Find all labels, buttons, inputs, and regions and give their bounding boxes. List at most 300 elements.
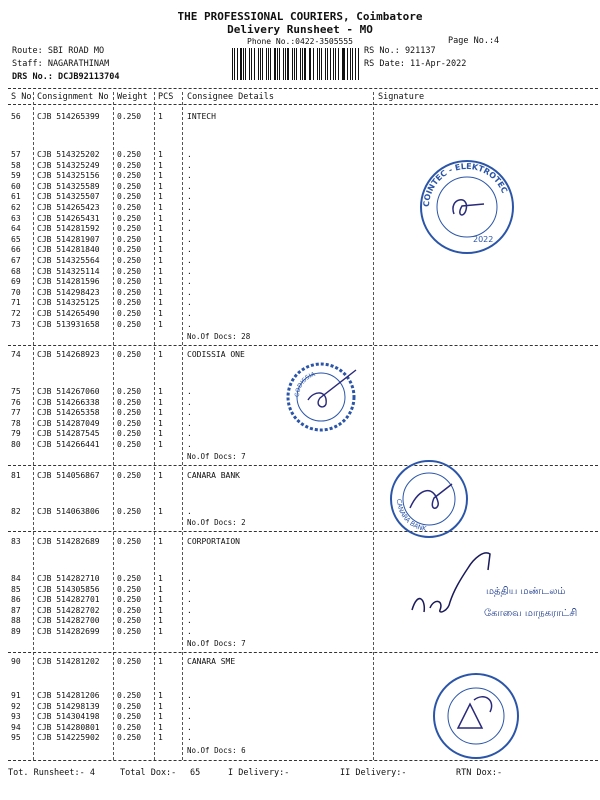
cell-name: . — [187, 319, 192, 329]
cell-cno: CJB 514298139 — [37, 701, 100, 711]
cell-wt: 0.250 — [117, 722, 142, 732]
barcode-bar — [313, 48, 314, 80]
cell-name: . — [187, 150, 192, 159]
barcode-bar — [321, 48, 322, 80]
cell-sno: 85 — [11, 584, 21, 594]
cell-sno: 71 — [11, 298, 21, 308]
cell-cno: CJB 514281840 — [37, 245, 100, 255]
route-label: Route: SBI ROAD MO — [12, 46, 105, 56]
cell-pcs: 1 — [158, 256, 163, 265]
cell-pcs: 1 — [158, 722, 163, 732]
cell-wt: 0.250 — [117, 171, 142, 181]
cell-cno: CJB 514282701 — [37, 595, 100, 605]
cell-sno: 81 — [11, 471, 21, 480]
cell-name: . — [187, 418, 192, 428]
page-number: Page No.:4 — [448, 36, 500, 46]
cell-sno: 61 — [11, 192, 21, 202]
barcode-bar — [240, 48, 242, 80]
total-dox-value: 65 — [190, 768, 201, 778]
cell-sno: 87 — [11, 605, 21, 615]
cell-name: . — [187, 691, 192, 700]
barcode-bar — [251, 48, 252, 80]
cointec-stamp — [418, 158, 516, 256]
cell-name: . — [187, 309, 192, 318]
cell-wt: 0.250 — [117, 429, 142, 439]
cell-sno: 90 — [11, 657, 21, 666]
cell-sno: 83 — [11, 537, 21, 546]
cell-sno: 89 — [11, 627, 21, 636]
cell-pcs: 1 — [158, 574, 163, 583]
barcode-bar — [330, 48, 331, 80]
cell-pcs: 1 — [158, 309, 163, 318]
barcode-bar — [245, 48, 246, 80]
cell-name: . — [187, 245, 192, 255]
cell-wt: 0.250 — [117, 616, 142, 626]
cell-cno: CJB 514281206 — [37, 691, 100, 700]
cell-sno: 59 — [11, 171, 21, 181]
cell-name: . — [187, 387, 192, 396]
cell-cno: CJB 514265358 — [37, 408, 100, 418]
cell-cno: CJB 514056867 — [37, 471, 100, 480]
cell-wt: 0.250 — [117, 733, 142, 743]
cell-wt: 0.250 — [117, 213, 142, 223]
cell-sno: 92 — [11, 701, 21, 711]
cell-name: . — [187, 408, 192, 418]
cell-pcs: 1 — [158, 192, 163, 202]
cell-wt: 0.250 — [117, 584, 142, 594]
barcode-bar — [277, 48, 278, 80]
cell-cno: CJB 514282700 — [37, 616, 100, 626]
cell-pcs: 1 — [158, 277, 163, 287]
table-row — [0, 440, 600, 451]
cell-sno: 84 — [11, 574, 21, 583]
cell-name: . — [187, 507, 192, 516]
cell-cno: CJB 514063806 — [37, 507, 100, 516]
cell-name: . — [187, 701, 192, 711]
i-delivery: I Delivery:- — [228, 768, 290, 778]
cell-cno: CJB 514304198 — [37, 712, 100, 722]
consignee-group-row — [0, 471, 600, 482]
barcode-bar — [350, 48, 351, 80]
cell-name: . — [187, 203, 192, 212]
col-consignment: Consignment No — [37, 92, 109, 102]
barcode-bar — [292, 48, 293, 80]
cell-pcs: 1 — [158, 350, 163, 359]
cell-name: . — [187, 733, 192, 743]
cell-pcs: 1 — [158, 507, 163, 516]
cell-cno: CJB 514225902 — [37, 733, 100, 743]
cell-cno: CJB 514287049 — [37, 418, 100, 428]
cell-cno: CJB 514282710 — [37, 574, 100, 583]
cell-sno: 64 — [11, 224, 21, 234]
cell-wt: 0.250 — [117, 574, 142, 583]
table-row — [0, 267, 600, 278]
barcode-bar — [304, 48, 306, 80]
cell-name: . — [187, 712, 192, 722]
table-row — [0, 309, 600, 320]
cell-cno: CJB 514282699 — [37, 627, 100, 636]
cell-name: . — [187, 160, 192, 170]
cell-sno: 63 — [11, 213, 21, 223]
cell-pcs: 1 — [158, 712, 163, 722]
cell-pcs: 1 — [158, 418, 163, 428]
group-divider — [8, 465, 598, 466]
footer-divider — [8, 760, 598, 761]
barcode-bar — [254, 48, 256, 80]
table-row — [0, 507, 600, 518]
cell-cno: CJB 514287545 — [37, 429, 100, 439]
cell-sno: 65 — [11, 234, 21, 244]
cell-name: . — [187, 605, 192, 615]
cell-name: . — [187, 616, 192, 626]
barcode — [232, 48, 360, 80]
cell-wt: 0.250 — [117, 181, 142, 191]
rs-number: RS No.: 921137 — [364, 46, 436, 56]
cell-pcs: 1 — [158, 701, 163, 711]
cell-pcs: 1 — [158, 584, 163, 594]
barcode-bar — [327, 48, 328, 80]
group-divider — [8, 652, 598, 653]
cell-cno: CJB 514265423 — [37, 203, 100, 212]
rs-date: RS Date: 11-Apr-2022 — [364, 59, 467, 69]
no-of-docs: No.Of Docs: 7 — [187, 639, 246, 648]
cell-pcs: 1 — [158, 319, 163, 329]
barcode-bar — [260, 48, 261, 80]
cointec-stamp-text: COINTEC - ELEKTROTEC — [421, 161, 510, 208]
cell-sno: 72 — [11, 309, 21, 318]
table-row — [0, 320, 600, 331]
group-divider — [8, 531, 598, 532]
barcode-bar — [234, 48, 235, 80]
cell-sno: 76 — [11, 397, 21, 407]
cell-name: . — [187, 574, 192, 583]
cell-name: . — [187, 584, 192, 594]
cell-pcs: 1 — [158, 213, 163, 223]
barcode-bar — [343, 48, 345, 80]
cell-wt: 0.250 — [117, 192, 142, 202]
cell-wt: 0.250 — [117, 266, 142, 276]
cell-sno: 60 — [11, 181, 21, 191]
cell-wt: 0.250 — [117, 245, 142, 255]
cointec-stamp-year: 2022 — [473, 235, 494, 244]
col-weight: Weight — [117, 92, 148, 102]
svg-text:CODISSIA — [294, 371, 317, 398]
cell-wt: 0.250 — [117, 701, 142, 711]
cell-wt: 0.250 — [117, 691, 142, 700]
cell-wt: 0.250 — [117, 287, 142, 297]
barcode-bar — [279, 48, 280, 80]
cell-sno: 66 — [11, 245, 21, 255]
cell-cno: CJB 514281596 — [37, 277, 100, 287]
cell-wt: 0.250 — [117, 408, 142, 418]
cell-name: . — [187, 234, 192, 244]
cell-sno: 56 — [11, 112, 21, 121]
barcode-bar — [258, 48, 259, 80]
cell-sno: 58 — [11, 160, 21, 170]
cell-name: . — [187, 722, 192, 732]
rtn-dox: RTN Dox:- — [456, 768, 503, 778]
cell-cno: CJB 514280801 — [37, 722, 100, 732]
cell-wt: 0.250 — [117, 309, 142, 318]
cell-cno: CJB 514281592 — [37, 224, 100, 234]
cell-cno: CJB 514265431 — [37, 213, 100, 223]
cell-wt: 0.250 — [117, 418, 142, 428]
cell-wt: 0.250 — [117, 319, 142, 329]
cell-pcs: 1 — [158, 203, 163, 212]
cell-cno: CJB 514281907 — [37, 234, 100, 244]
cell-wt: 0.250 — [117, 298, 142, 308]
total-dox-label: Total Dox:- — [120, 768, 177, 778]
cell-pcs: 1 — [158, 234, 163, 244]
barcode-bar — [352, 48, 353, 80]
cell-name: . — [187, 277, 192, 287]
cell-pcs: 1 — [158, 160, 163, 170]
cell-cno: CJB 514298423 — [37, 287, 100, 297]
cell-pcs: 1 — [158, 616, 163, 626]
cell-cno: CJB 514266338 — [37, 397, 100, 407]
cell-wt: 0.250 — [117, 224, 142, 234]
table-row — [0, 256, 600, 267]
cell-sno: 80 — [11, 440, 21, 449]
cell-sno: 93 — [11, 712, 21, 722]
barcode-bar — [325, 48, 327, 80]
cell-cno: CJB 514325507 — [37, 192, 100, 202]
cell-cno: CJB 514325564 — [37, 256, 100, 265]
cell-pcs: 1 — [158, 112, 163, 121]
col-sno: S No — [11, 92, 32, 102]
cell-pcs: 1 — [158, 595, 163, 605]
drs-number: DRS No.: DCJB92113704 — [12, 72, 120, 82]
cell-pcs: 1 — [158, 287, 163, 297]
cell-cno: CJB 513931658 — [37, 319, 100, 329]
barcode-bar — [319, 48, 320, 80]
barcode-bar — [266, 48, 267, 80]
cell-name: . — [187, 224, 192, 234]
cell-name: CODISSIA ONE — [187, 350, 245, 359]
cell-cno: CJB 514281202 — [37, 657, 100, 666]
tamil-stamp-line-1: மத்திய மண்டலம் — [486, 586, 566, 597]
document-subtitle: Delivery Runsheet - MO — [227, 23, 373, 36]
cell-wt: 0.250 — [117, 657, 142, 666]
no-of-docs: No.Of Docs: 7 — [187, 452, 246, 461]
cell-sno: 94 — [11, 722, 21, 732]
cell-pcs: 1 — [158, 627, 163, 636]
cell-wt: 0.250 — [117, 160, 142, 170]
barcode-bar — [283, 48, 284, 80]
cell-pcs: 1 — [158, 408, 163, 418]
cell-pcs: 1 — [158, 537, 163, 546]
cell-name: . — [187, 429, 192, 439]
phone-number: Phone No.:0422-3505555 — [247, 37, 353, 46]
barcode-bar — [285, 48, 286, 80]
barcode-bar — [335, 48, 336, 80]
consignee-group-row — [0, 657, 600, 668]
cell-cno: CJB 514266441 — [37, 440, 100, 449]
cell-cno: CJB 514282689 — [37, 537, 100, 546]
barcode-bar — [355, 48, 356, 80]
barcode-bar — [262, 48, 263, 80]
cell-wt: 0.250 — [117, 150, 142, 159]
cell-wt: 0.250 — [117, 595, 142, 605]
cell-sno: 86 — [11, 595, 21, 605]
cell-cno: CJB 514282702 — [37, 605, 100, 615]
cell-cno: CJB 514305856 — [37, 584, 100, 594]
cell-sno: 70 — [11, 287, 21, 297]
barcode-bar — [296, 48, 297, 80]
cell-pcs: 1 — [158, 657, 163, 666]
cell-sno: 95 — [11, 733, 21, 743]
col-signature: Signature — [378, 92, 425, 102]
cell-sno: 67 — [11, 256, 21, 265]
cell-wt: 0.250 — [117, 605, 142, 615]
codissia-stamp — [284, 360, 358, 434]
group-divider — [8, 345, 598, 346]
cell-pcs: 1 — [158, 440, 163, 449]
consignee-group-row — [0, 112, 600, 123]
cell-cno: CJB 514268923 — [37, 350, 100, 359]
cell-wt: 0.250 — [117, 507, 142, 516]
cell-cno: CJB 514325125 — [37, 298, 100, 308]
cell-name: . — [187, 213, 192, 223]
corporation-signature-stamp — [404, 540, 590, 624]
barcode-bar — [232, 48, 233, 80]
cell-wt: 0.250 — [117, 112, 142, 121]
table-row — [0, 277, 600, 288]
barcode-bar — [237, 48, 238, 80]
ii-delivery: II Delivery:- — [340, 768, 407, 778]
cell-pcs: 1 — [158, 171, 163, 181]
no-of-docs: No.Of Docs: 6 — [187, 746, 246, 755]
cell-name: . — [187, 287, 192, 297]
staff-label: Staff: NAGARATHINAM — [12, 59, 110, 69]
tamil-stamp-line-2: கோவை மாநகராட்சி — [484, 608, 578, 619]
cell-name: . — [187, 192, 192, 202]
cell-wt: 0.250 — [117, 627, 142, 636]
barcode-bar — [249, 48, 250, 80]
cell-cno: CJB 514265490 — [37, 309, 100, 318]
table-row — [0, 288, 600, 299]
document-title: THE PROFESSIONAL COURIERS, Coimbatore — [177, 10, 423, 23]
cell-wt: 0.250 — [117, 256, 142, 265]
barcode-bar — [274, 48, 276, 80]
cell-sno: 88 — [11, 616, 21, 626]
cell-wt: 0.250 — [117, 537, 142, 546]
cell-sno: 77 — [11, 408, 21, 418]
barcode-bar — [270, 48, 271, 80]
cell-pcs: 1 — [158, 181, 163, 191]
cell-pcs: 1 — [158, 245, 163, 255]
cell-cno: CJB 514325589 — [37, 181, 100, 191]
barcode-bar — [268, 48, 269, 80]
barcode-bar — [338, 48, 339, 80]
column-divider — [8, 104, 598, 105]
cell-wt: 0.250 — [117, 471, 142, 480]
cell-sno: 82 — [11, 507, 21, 516]
cell-pcs: 1 — [158, 387, 163, 396]
barcode-bar — [287, 48, 289, 80]
cell-wt: 0.250 — [117, 350, 142, 359]
cell-wt: 0.250 — [117, 277, 142, 287]
cell-name: . — [187, 440, 192, 449]
cell-pcs: 1 — [158, 224, 163, 234]
cell-sno: 73 — [11, 319, 21, 329]
codissia-stamp-text: CODISSIA — [293, 370, 317, 398]
col-consignee: Consignee Details — [187, 92, 274, 102]
cell-sno: 79 — [11, 429, 21, 439]
cell-name: INTECH — [187, 112, 216, 121]
table-row — [0, 627, 600, 638]
barcode-bar — [358, 48, 359, 80]
cell-sno: 74 — [11, 350, 21, 359]
cell-pcs: 1 — [158, 266, 163, 276]
cell-wt: 0.250 — [117, 203, 142, 212]
cell-sno: 91 — [11, 691, 21, 700]
cell-name: . — [187, 298, 192, 308]
cell-sno: 57 — [11, 150, 21, 159]
cell-name: . — [187, 595, 192, 605]
cell-pcs: 1 — [158, 471, 163, 480]
cell-sno: 62 — [11, 203, 21, 212]
canara-stamp-text: CANARA BANK — [394, 498, 427, 533]
header-divider — [8, 88, 598, 89]
cell-pcs: 1 — [158, 733, 163, 743]
cell-name: CANARA SME — [187, 657, 236, 666]
cell-cno: CJB 514265399 — [37, 112, 100, 121]
cell-name: . — [187, 181, 192, 191]
total-runsheet: Tot. Runsheet:- 4 — [8, 768, 95, 778]
cell-wt: 0.250 — [117, 397, 142, 407]
cell-name: . — [187, 627, 192, 636]
barcode-bar — [310, 48, 311, 80]
barcode-bar — [333, 48, 334, 80]
cell-wt: 0.250 — [117, 712, 142, 722]
cell-name: . — [187, 397, 192, 407]
cell-pcs: 1 — [158, 429, 163, 439]
barcode-bar — [294, 48, 295, 80]
canara-bank-stamp — [388, 458, 470, 540]
cell-name: CORPORTAION — [187, 537, 240, 546]
cell-wt: 0.250 — [117, 387, 142, 396]
no-of-docs: No.Of Docs: 2 — [187, 518, 246, 527]
cell-cno: CJB 514267060 — [37, 387, 100, 396]
cell-name: . — [187, 171, 192, 181]
cell-name: . — [187, 256, 192, 265]
no-of-docs: No.Of Docs: 28 — [187, 332, 251, 341]
cell-wt: 0.250 — [117, 234, 142, 244]
cell-wt: 0.250 — [117, 440, 142, 449]
cell-cno: CJB 514325202 — [37, 150, 100, 159]
cell-sno: 75 — [11, 387, 21, 396]
cell-cno: CJB 514325114 — [37, 266, 100, 276]
barcode-bar — [243, 48, 244, 80]
cell-pcs: 1 — [158, 691, 163, 700]
cell-pcs: 1 — [158, 397, 163, 407]
cell-sno: 78 — [11, 418, 21, 428]
barcode-bar — [317, 48, 318, 80]
canara-sme-stamp — [430, 670, 522, 762]
cell-sno: 69 — [11, 277, 21, 287]
barcode-bar — [347, 48, 348, 80]
barcode-bar — [302, 48, 303, 80]
table-row — [0, 298, 600, 309]
cell-pcs: 1 — [158, 150, 163, 159]
cell-name: . — [187, 266, 192, 276]
cell-sno: 68 — [11, 266, 21, 276]
col-pcs: PCS — [158, 92, 174, 102]
barcode-bar — [309, 48, 310, 80]
cell-pcs: 1 — [158, 605, 163, 615]
cell-cno: CJB 514325249 — [37, 160, 100, 170]
